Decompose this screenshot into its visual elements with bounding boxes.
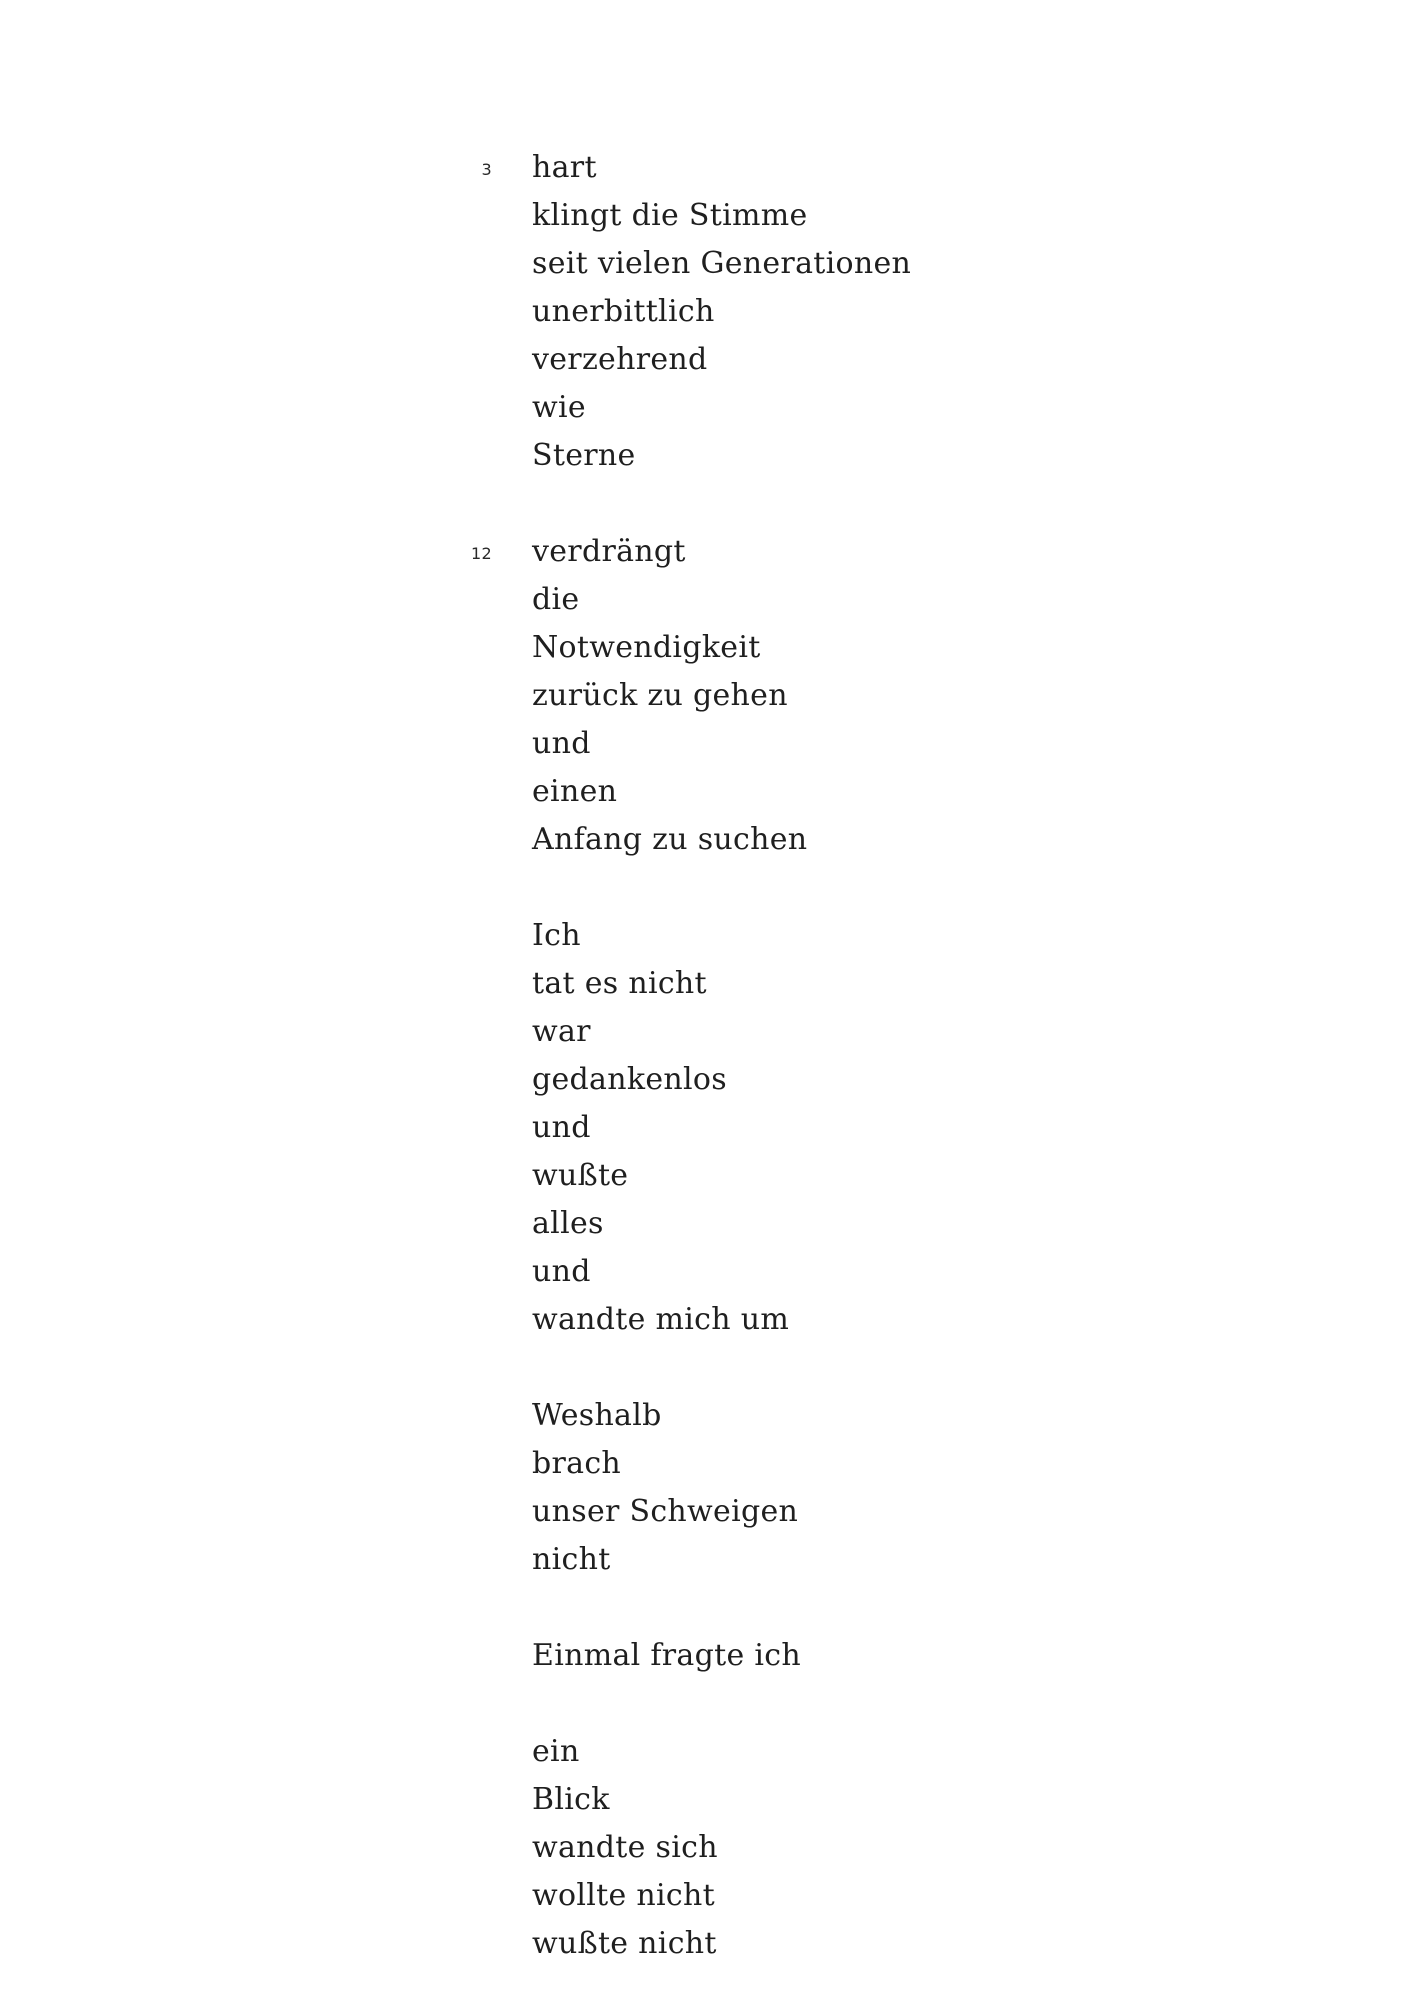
poem-line	[0, 912, 1414, 960]
stanza-2	[0, 528, 1414, 864]
line-text: tat es nicht	[532, 966, 707, 1001]
line-text: wie	[532, 390, 586, 425]
poem-line	[0, 288, 1414, 336]
poem-line	[0, 720, 1414, 768]
poem-line	[0, 768, 1414, 816]
poem-line	[0, 1296, 1414, 1344]
line-text: wußte	[532, 1158, 629, 1193]
line-text: verzehrend	[532, 342, 708, 377]
poem-line	[0, 1920, 1414, 1968]
line-text: unser Schweigen	[532, 1494, 799, 1529]
poem-line	[0, 1392, 1414, 1440]
line-text: gedankenlos	[532, 1062, 727, 1097]
poem-line	[0, 672, 1414, 720]
stanza-1	[0, 144, 1414, 480]
poem-line	[0, 528, 1414, 576]
line-text: und	[532, 1254, 591, 1289]
line-number: 12	[471, 544, 492, 563]
line-text: Notwendigkeit	[532, 630, 761, 665]
line-text: wandte mich um	[532, 1302, 790, 1337]
line-text: Weshalb	[532, 1398, 662, 1433]
poem-line	[0, 1104, 1414, 1152]
line-number: 3	[481, 160, 492, 179]
line-text: wandte sich	[532, 1830, 718, 1865]
line-text: verdrängt	[532, 534, 686, 569]
poem-line	[0, 192, 1414, 240]
line-text: Blick	[532, 1782, 610, 1817]
line-text: nicht	[532, 1542, 611, 1577]
poem-line	[0, 1152, 1414, 1200]
poem-line	[0, 1248, 1414, 1296]
poem-line	[0, 240, 1414, 288]
poem-line	[0, 1200, 1414, 1248]
stanza-4	[0, 1392, 1414, 1584]
poem-line	[0, 1632, 1414, 1680]
poem-line	[0, 336, 1414, 384]
line-text: Ich	[532, 918, 581, 953]
line-text: alles	[532, 1206, 604, 1241]
line-text: brach	[532, 1446, 622, 1481]
line-text: Einmal fragte ich	[532, 1638, 801, 1673]
poem-line	[0, 1776, 1414, 1824]
stanza-6	[0, 1728, 1414, 1968]
poem-line	[0, 144, 1414, 192]
poem-line	[0, 1824, 1414, 1872]
poem-line	[0, 1488, 1414, 1536]
poem-line	[0, 432, 1414, 480]
stanza-5	[0, 1632, 1414, 1680]
line-text: wollte nicht	[532, 1878, 715, 1913]
line-text: ein	[532, 1734, 580, 1769]
line-text: die	[532, 582, 580, 617]
line-text: wußte nicht	[532, 1926, 717, 1961]
poem-line	[0, 1536, 1414, 1584]
line-text: Anfang zu suchen	[532, 822, 808, 857]
line-text: und	[532, 1110, 591, 1145]
poem-line	[0, 1872, 1414, 1920]
poem-line	[0, 384, 1414, 432]
line-text: war	[532, 1014, 591, 1049]
stanza-3	[0, 912, 1414, 1344]
line-text: unerbittlich	[532, 294, 715, 329]
line-text: Sterne	[532, 438, 636, 473]
poem-line	[0, 1728, 1414, 1776]
poem-line	[0, 624, 1414, 672]
poem-line	[0, 576, 1414, 624]
poem-line	[0, 1008, 1414, 1056]
poem-line	[0, 1440, 1414, 1488]
line-text: klingt die Stimme	[532, 198, 808, 233]
line-text: einen	[532, 774, 618, 809]
poem	[0, 144, 1414, 2016]
line-text: hart	[532, 150, 597, 185]
line-text: und	[532, 726, 591, 761]
poem-line	[0, 960, 1414, 1008]
line-text: zurück zu gehen	[532, 678, 788, 713]
line-text: seit vielen Generationen	[532, 246, 912, 281]
poem-line	[0, 1056, 1414, 1104]
poem-line	[0, 816, 1414, 864]
